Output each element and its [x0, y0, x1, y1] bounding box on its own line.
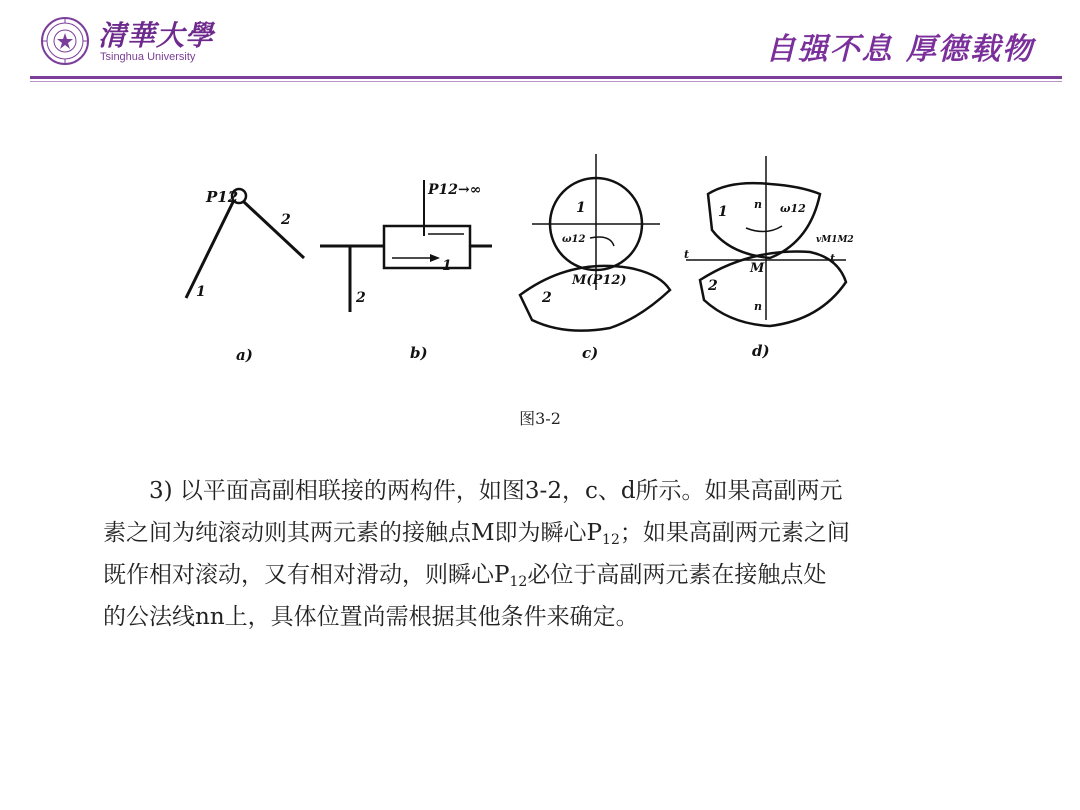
university-motto: 自强不息 厚德载物	[765, 32, 1034, 67]
label-d-body1: 1	[718, 204, 728, 220]
diagram-b	[320, 180, 492, 312]
figure-caption: 图3-2	[519, 409, 561, 428]
label-d-n-bottom: n	[754, 300, 762, 313]
caption-c: c)	[582, 344, 599, 362]
label-a-link1: 1	[196, 284, 206, 300]
caption-a: a)	[236, 346, 253, 364]
body-paragraph	[103, 470, 973, 638]
subscript-12: 12	[602, 532, 620, 548]
label-d-body2: 2	[708, 278, 718, 294]
paragraph-line-3-text-a: 既作相对滚动，又有相对滑动，则瞬心P	[103, 562, 510, 588]
label-d-velocity: vM1M2	[816, 235, 854, 245]
paragraph-line-2-text-b: ；如果高副两元素之间	[619, 520, 850, 546]
subscript-12: 12	[509, 574, 528, 590]
header-divider-thin	[30, 81, 1062, 82]
diagram-a	[186, 189, 304, 298]
label-c-contact: M(P12)	[572, 273, 627, 288]
header-divider	[30, 76, 1062, 79]
paragraph-line-4: 的公法线nn上，具体位置尚需根据其他条件来确定。	[103, 604, 639, 630]
label-c-body1: 1	[576, 200, 586, 216]
label-b-body2: 2	[356, 290, 366, 306]
paragraph-line-2-text-a: 素之间为纯滚动则其两元素的接触点M即为瞬心P	[103, 520, 603, 546]
label-d-t-right: t	[830, 252, 836, 265]
paragraph-line-3	[103, 554, 973, 596]
label-d-omega: ω12	[780, 202, 806, 215]
mechanism-figure	[170, 150, 890, 380]
paragraph-line-3-text-b: 必位于高副两元素在接触点处	[527, 562, 827, 588]
caption-b: b)	[410, 344, 428, 362]
paragraph-line-1: 3) 以平面高副相联接的两构件，如图3-2，c、d所示。如果高副两元	[149, 478, 843, 504]
label-a-pole: P12	[206, 188, 239, 206]
university-name-cn: 清華大學	[98, 19, 215, 52]
label-d-t-left: t	[684, 248, 690, 261]
caption-d: d)	[752, 342, 770, 360]
label-c-body2: 2	[542, 290, 552, 306]
label-d-contact: M	[750, 261, 765, 276]
label-b-pole: P12→∞	[428, 182, 482, 198]
tsinghua-seal-icon	[40, 16, 90, 66]
label-d-n-top: n	[754, 198, 762, 211]
slide-header	[0, 0, 1080, 80]
university-name-en: Tsinghua University	[100, 51, 196, 63]
label-b-body1: 1	[442, 258, 452, 274]
label-c-omega: ω12	[562, 234, 586, 245]
instant-center-diagrams	[170, 150, 890, 380]
label-a-link2: 2	[281, 212, 291, 228]
paragraph-line-2	[103, 512, 973, 554]
